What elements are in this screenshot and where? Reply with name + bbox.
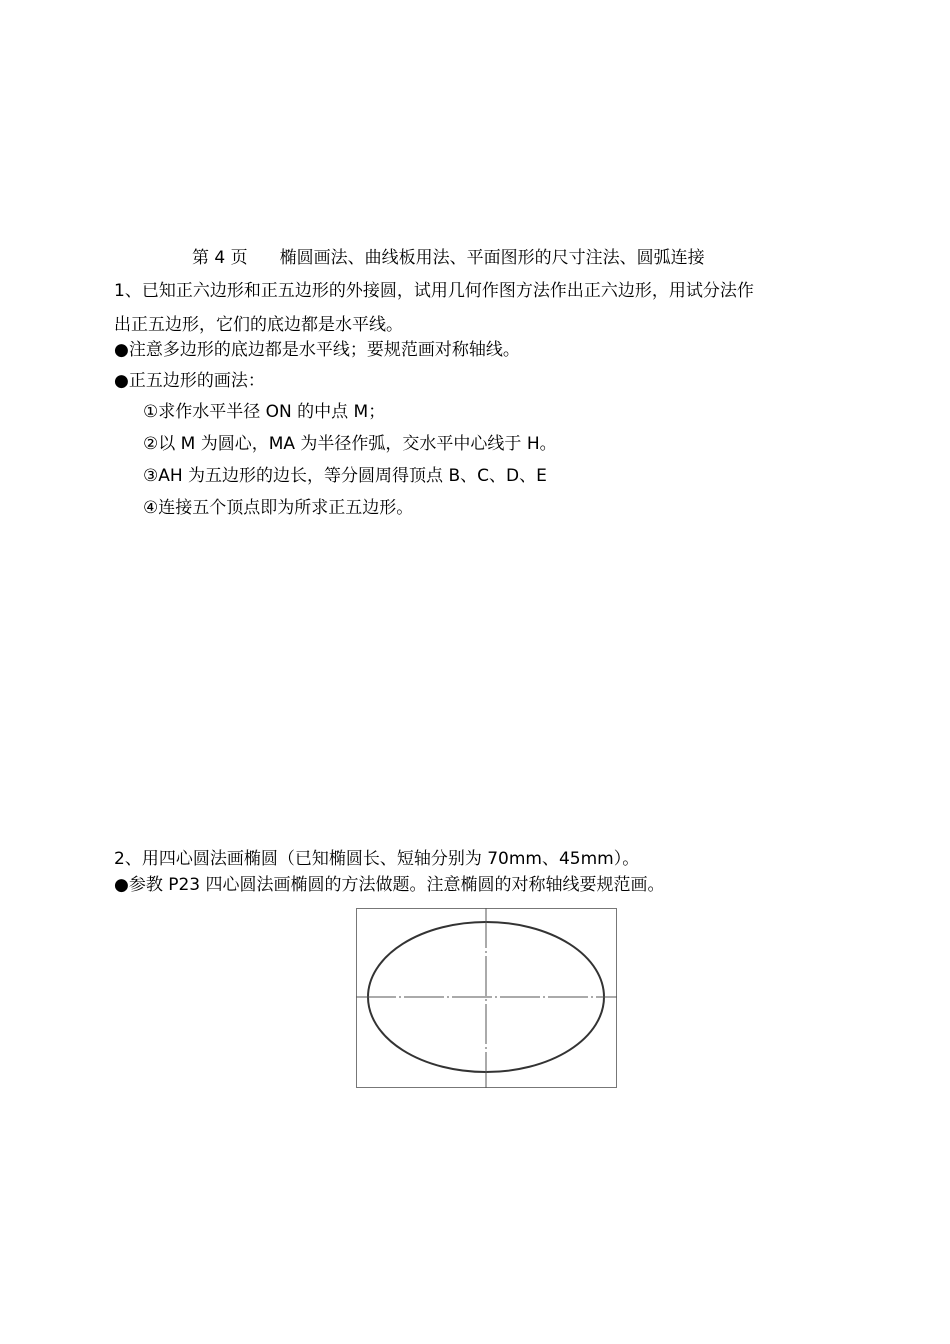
question-1-note-1: ●注意多边形的底边都是水平线；要规范画对称轴线。 xyxy=(114,340,520,360)
ellipse-figure xyxy=(356,908,617,1088)
question-1-line-1: 1、已知正六边形和正五边形的外接圆，试用几何作图方法作出正六边形，用试分法作 xyxy=(114,281,754,301)
pentagon-step-2: ②以 M 为圆心，MA 为半径作弧，交水平中心线于 H。 xyxy=(143,434,557,454)
heading-topic: 椭圆画法、曲线板用法、平面图形的尺寸注法、圆弧连接 xyxy=(279,248,705,268)
pentagon-step-4: ④连接五个顶点即为所求正五边形。 xyxy=(143,498,414,518)
question-1-note-2: ●正五边形的画法： xyxy=(114,371,265,391)
question-2-note-1: ●参教 P23 四心圆法画椭圆的方法做题。注意椭圆的对称轴线要规范画。 xyxy=(114,875,665,895)
pentagon-step-1: ①求作水平半径 ON 的中点 M； xyxy=(143,402,386,422)
ellipse-drawing xyxy=(356,908,617,1088)
question-1-line-2: 出正五边形，它们的底边都是水平线。 xyxy=(114,315,403,335)
page-number-label: 第 4 页 xyxy=(192,248,248,268)
page-heading xyxy=(192,247,705,269)
question-2-line-1: 2、用四心圆法画椭圆（已知椭圆长、短轴分别为 70mm、45mm）。 xyxy=(114,849,640,869)
pentagon-step-3: ③AH 为五边形的边长，等分圆周得顶点 B、C、D、E xyxy=(143,466,547,486)
